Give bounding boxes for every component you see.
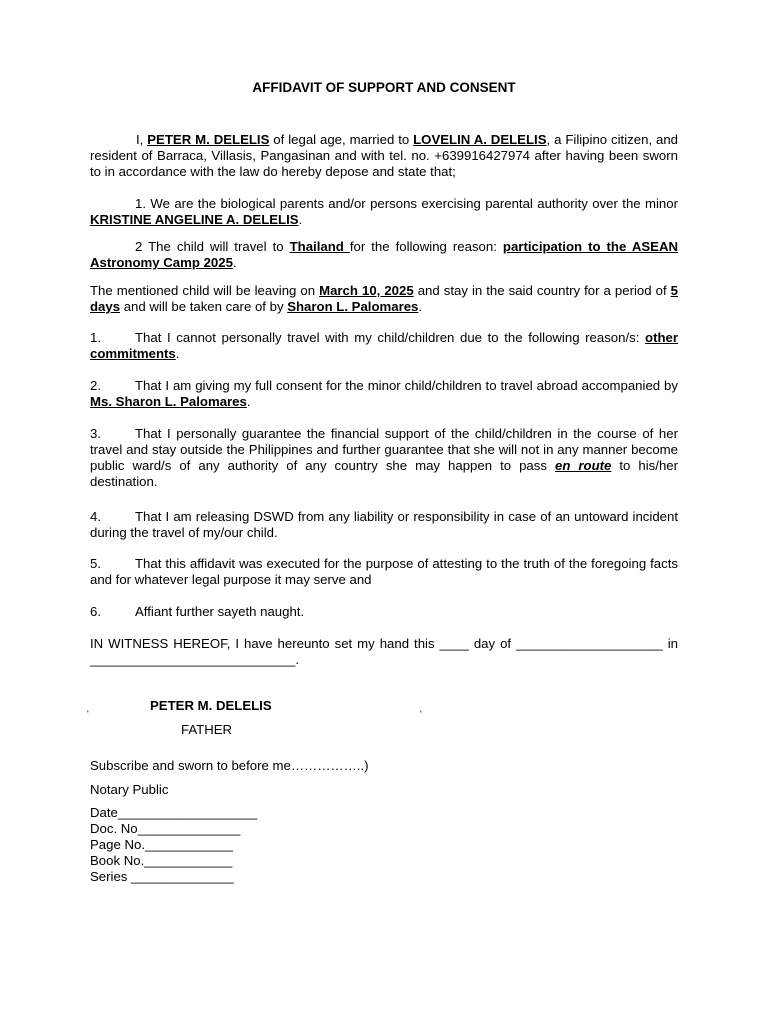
item-text: That this affidavit was executed for the purpose of attesting to the truth of the foregoing facts and for whatever legal purpose it may serve and	[90, 556, 678, 587]
document-title: AFFIDAVIT OF SUPPORT AND CONSENT	[252, 80, 516, 95]
departure-date: March 10, 2025	[319, 283, 414, 298]
signatory-name: PETER M. DELELIS	[150, 698, 272, 713]
minor-name: KRISTINE ANGELINE A. DELELIS	[90, 212, 299, 227]
spouse-name: LOVELIN A. DELELIS	[413, 132, 547, 147]
item-number: 6.	[90, 604, 101, 619]
statement-parents	[90, 196, 678, 228]
destination-country: Thailand	[289, 239, 350, 254]
intro-paragraph	[90, 132, 678, 180]
escort-name: Ms. Sharon L. Palomares	[90, 394, 247, 409]
non-travel-reason: other commitments	[90, 330, 678, 361]
travel-reason: participation to the ASEAN Astronomy Camp 2025	[90, 239, 678, 270]
item-number: 1.	[90, 330, 101, 345]
item-text: That I am releasing DSWD from any liability or responsibility in case of an untoward incident during the travel of my/our child.	[90, 509, 678, 540]
numbered-item-1	[90, 330, 678, 362]
subscribe-line: Subscribe and sworn to before me……………..)	[90, 758, 369, 773]
departure-paragraph	[90, 283, 678, 315]
item-text: That I am giving my full consent for the minor child/children to travel abroad accompanied by	[135, 378, 678, 393]
intro-text: of legal age, married to	[269, 132, 414, 147]
item-number: 4.	[90, 509, 101, 524]
affiant-name: PETER M. DELELIS	[147, 132, 270, 147]
item-number: 3.	[90, 426, 101, 441]
numbered-item-3	[90, 426, 678, 490]
item-number: 5.	[90, 556, 101, 571]
numbered-item-4	[90, 509, 678, 541]
statement-text: 2 The child will travel to	[135, 239, 290, 254]
departure-text: and stay in the said country for a period of	[413, 283, 671, 298]
numbered-item-2	[90, 378, 678, 410]
intro-text: , a Filipino citizen, and resident of Barraca, Villasis, Pangasinan and with tel. no. +639916427974 after having been sworn to in accordance with the law do hereby depose and state that;	[90, 132, 678, 179]
statement-text: 1. We are the biological parents and/or persons exercising parental authority over the minor	[135, 196, 678, 211]
notary-doc-no-field: Doc. No______________	[90, 821, 241, 836]
stay-period: 5 days	[90, 283, 678, 314]
en-route-term: en route	[554, 458, 612, 473]
notary-date-field: Date___________________	[90, 805, 258, 820]
departure-text: The mentioned child will be leaving on	[90, 283, 320, 298]
statement-text: .	[232, 255, 237, 270]
signature-line-mark-right: '	[420, 709, 422, 719]
item-text: to his/her destination.	[90, 458, 678, 489]
intro-text: I,	[136, 132, 148, 147]
notary-public-label: Notary Public	[90, 782, 169, 797]
guardian-name: Sharon L. Palomares	[287, 299, 419, 314]
notary-page-no-field: Page No.____________	[90, 837, 233, 852]
item-text: .	[246, 394, 251, 409]
item-text: .	[175, 346, 180, 361]
notary-series-field: Series ______________	[90, 869, 234, 884]
numbered-item-6	[90, 604, 678, 620]
item-text: That I personally guarantee the financial support of the child/children in the course of her travel and stay outside the Philippines and further guarantee that she will not in any manner become public ward/s of any authority of any country she may happen to pass	[90, 426, 678, 473]
signatory-role: FATHER	[181, 722, 233, 737]
item-text: That I cannot personally travel with my child/children due to the following reason/s:	[135, 330, 646, 345]
statement-text: .	[298, 212, 303, 227]
witness-clause: IN WITNESS HEREOF, I have hereunto set my hand this ____ day of ____________________ in ____________________________.	[90, 636, 678, 667]
statement-travel	[90, 239, 678, 271]
departure-text: .	[418, 299, 423, 314]
signature-line-mark-left: '	[87, 709, 89, 719]
numbered-item-5	[90, 556, 678, 588]
item-number: 2.	[90, 378, 101, 393]
item-text: Affiant further sayeth naught.	[135, 604, 305, 619]
notary-book-no-field: Book No.____________	[90, 853, 233, 868]
departure-text: and will be taken care of by	[120, 299, 288, 314]
statement-text: for the following reason:	[349, 239, 503, 254]
